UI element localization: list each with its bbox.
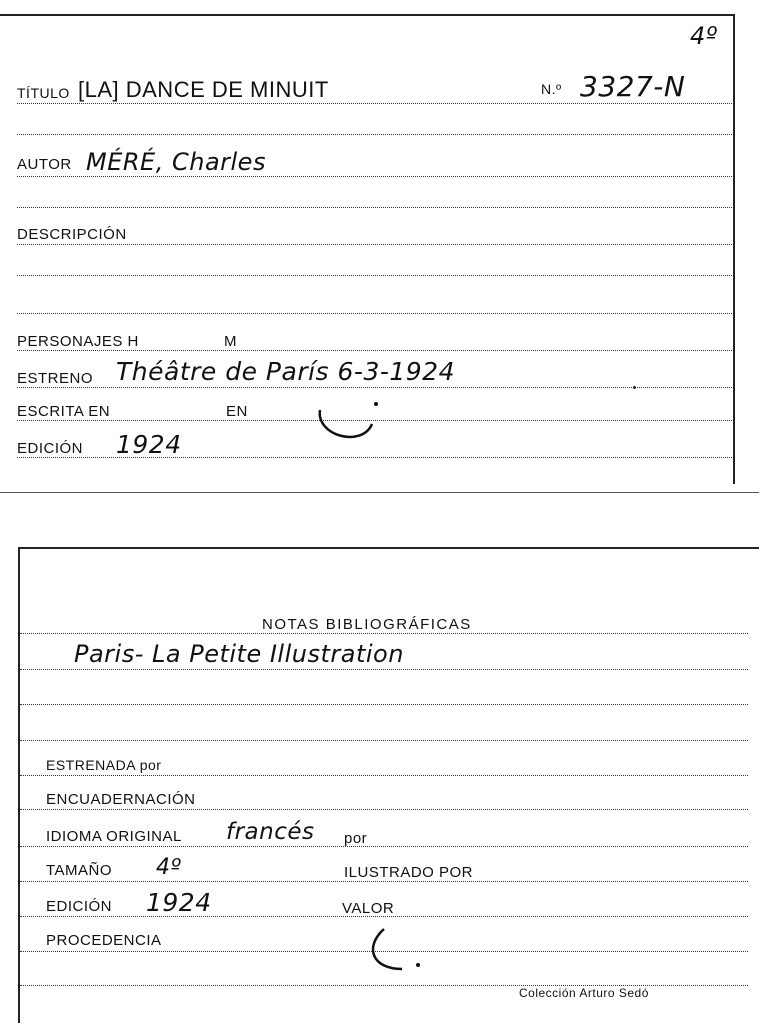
procedencia-label: PROCEDENCIA xyxy=(46,932,162,949)
catalog-card-bottom xyxy=(0,537,759,1028)
line-1 xyxy=(17,134,732,135)
tamano-value: 4º xyxy=(156,855,182,880)
line-estrenada xyxy=(20,775,748,776)
estreno-label: ESTRENO xyxy=(17,370,94,387)
line-edicion xyxy=(17,457,732,458)
idioma-value: francés xyxy=(226,819,315,845)
line-notas xyxy=(20,633,748,634)
notas-heading: NOTAS BIBLIOGRÁFICAS xyxy=(262,616,472,633)
edicion-label-bottom: EDICIÓN xyxy=(46,898,113,915)
tamano-label: TAMAÑO xyxy=(46,862,113,879)
valor-label: VALOR xyxy=(342,900,395,917)
catalog-card-top xyxy=(0,0,759,495)
stamp-mark-top xyxy=(312,396,382,446)
estrenada-label: ESTRENADA por xyxy=(46,757,162,773)
line-encuadernacion xyxy=(20,809,748,810)
stamp-mark-bottom xyxy=(362,925,432,977)
line-b2 xyxy=(20,704,748,705)
encuadernacion-label: ENCUADERNACIÓN xyxy=(46,791,196,808)
autor-value: MÉRÉ, Charles xyxy=(86,148,266,176)
line-2 xyxy=(17,207,732,208)
autor-label: AUTOR xyxy=(17,156,72,173)
line-titulo xyxy=(17,103,732,104)
line-b3 xyxy=(20,740,748,741)
numero-value: 3327-N xyxy=(580,70,686,103)
ilustrado-label: ILUSTRADO POR xyxy=(344,864,474,881)
corner-note: 4º xyxy=(690,22,718,50)
card-right-edge xyxy=(733,14,735,484)
line-descripcion xyxy=(17,244,732,245)
line-4 xyxy=(17,313,732,314)
personajes-label: PERSONAJES H xyxy=(17,333,139,350)
card-top-edge xyxy=(18,547,759,549)
line-autor xyxy=(17,176,732,177)
line-personajes xyxy=(17,350,732,351)
line-idioma xyxy=(20,846,748,847)
edicion-value-top: 1924 xyxy=(116,430,182,459)
line-edicion-b xyxy=(20,916,748,917)
line-b1 xyxy=(20,669,748,670)
escrita-en-label: EN xyxy=(226,403,248,420)
idioma-label: IDIOMA ORIGINAL xyxy=(46,828,182,845)
card-top-edge xyxy=(0,14,735,16)
escrita-label: ESCRITA EN xyxy=(17,403,111,420)
line-tamano xyxy=(20,881,748,882)
line-3 xyxy=(17,275,732,276)
speck xyxy=(633,386,636,389)
numero-label: N.º xyxy=(541,81,562,97)
coleccion-label: Colección Arturo Sedó xyxy=(519,986,649,1000)
titulo-value: [LA] DANCE DE MINUIT xyxy=(78,77,329,102)
estreno-value: Théâtre de París 6-3-1924 xyxy=(116,357,455,386)
idioma-por-label: por xyxy=(344,830,368,847)
notas-value: Paris- La Petite Illustration xyxy=(74,640,404,668)
descripcion-label: DESCRIPCIÓN xyxy=(17,226,127,243)
line-estreno xyxy=(17,387,732,388)
card-bottom-edge xyxy=(0,492,759,493)
titulo-label: TÍTULO xyxy=(17,85,70,101)
personajes-m-label: M xyxy=(224,333,237,350)
edicion-label-top: EDICIÓN xyxy=(17,440,84,457)
edicion-value-bottom: 1924 xyxy=(146,888,212,917)
